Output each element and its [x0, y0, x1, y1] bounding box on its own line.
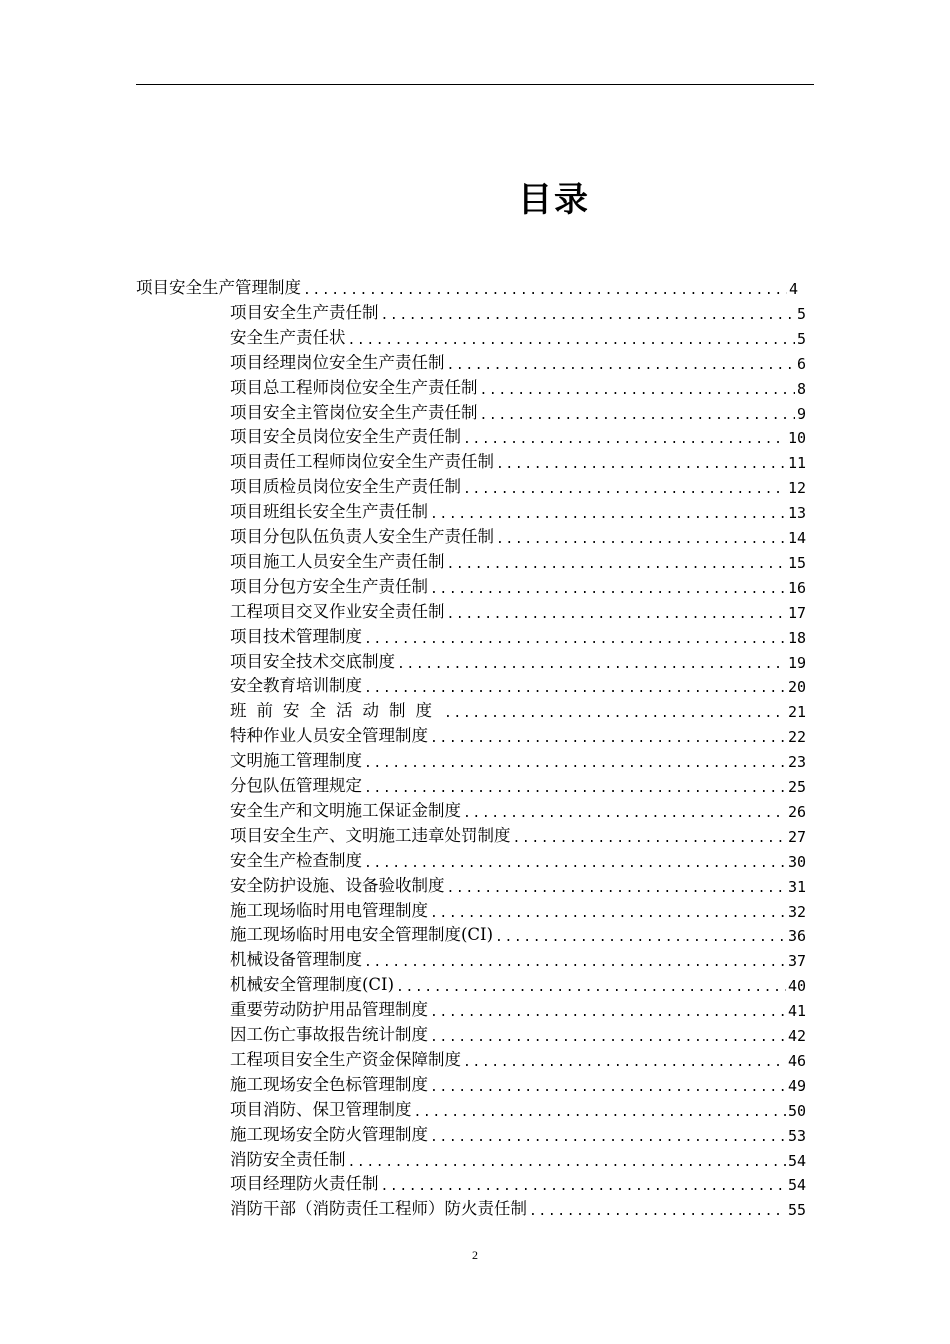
- toc-entry-page: 42: [787, 1027, 806, 1045]
- toc-entry[interactable]: [230, 1096, 806, 1120]
- toc-entry[interactable]: [230, 374, 806, 398]
- toc-entry[interactable]: [230, 1046, 806, 1070]
- toc-entry-page: 41: [787, 1002, 806, 1021]
- toc-dot-leader: [428, 1130, 786, 1145]
- toc-entry-title: 项目消防、保卫管理制度: [230, 1099, 412, 1119]
- toc-dot-leader: [527, 1204, 786, 1219]
- toc-entry[interactable]: [230, 921, 806, 945]
- toc-dot-leader: [412, 1105, 786, 1120]
- toc-dot-leader: [428, 1005, 786, 1020]
- toc-entry-page: 53: [787, 1126, 806, 1145]
- toc-dot-leader: [362, 756, 786, 771]
- toc-entry[interactable]: [230, 797, 806, 821]
- toc-entry-page: 8: [796, 379, 806, 398]
- toc-entry-title: 项目总工程师岗位安全生产责任制: [230, 377, 478, 397]
- toc-entry-page: 15: [787, 553, 806, 572]
- toc-entry[interactable]: [230, 598, 806, 622]
- toc-entry-title: 安全生产检查制度: [230, 850, 362, 870]
- toc-entry[interactable]: [230, 1121, 806, 1145]
- toc-entry[interactable]: [230, 946, 806, 970]
- toc-entry-title: 项目技术管理制度: [230, 626, 362, 646]
- toc-entry[interactable]: [230, 1146, 806, 1170]
- toc-dot-leader: [461, 806, 786, 821]
- toc-entry-page: 54: [787, 1151, 806, 1170]
- toc-entry-title: 工程项目交叉作业安全责任制: [230, 601, 445, 621]
- toc-dot-leader: [478, 408, 795, 423]
- toc-entry[interactable]: [230, 623, 806, 647]
- toc-entry-title: 消防干部（消防责任工程师）防火责任制: [230, 1199, 527, 1219]
- toc-entry-title: 项目安全主管岗位安全生产责任制: [230, 402, 478, 422]
- toc-entry-page: 49: [787, 1076, 806, 1095]
- toc-entry-title: 项目安全生产、文明施工违章处罚制度: [230, 825, 511, 845]
- toc-entry-title: 安全生产和文明施工保证金制度: [230, 800, 461, 820]
- toc-entry-page: 4: [788, 280, 798, 298]
- toc-entry-page: 17: [787, 603, 806, 622]
- toc-entry-title: 项目经理岗位安全生产责任制: [230, 352, 445, 372]
- toc-entry[interactable]: [230, 971, 806, 995]
- toc-entry-title: 项目质检员岗位安全生产责任制: [230, 477, 461, 497]
- toc-entry-page: 5: [796, 329, 806, 348]
- toc-entry-page: 20: [787, 678, 806, 697]
- toc-entry-page: 26: [787, 802, 806, 821]
- toc-entry-title: 施工现场安全色标管理制度: [230, 1074, 428, 1094]
- toc-entry-title: 机械安全管理制度(CI): [230, 975, 395, 995]
- toc-entry-page: 5: [796, 304, 806, 323]
- toc-entry-title: 安全防护设施、设备验收制度: [230, 875, 445, 895]
- toc-entry[interactable]: [230, 772, 806, 796]
- toc-entry-title: 项目安全生产管理制度: [136, 278, 301, 297]
- toc-entry[interactable]: [230, 349, 806, 373]
- toc-entry-page: 27: [787, 827, 806, 846]
- toc-entry-page: 55: [787, 1201, 806, 1220]
- toc-entry[interactable]: [230, 523, 806, 547]
- toc-dot-leader: [301, 283, 787, 298]
- toc-entry-page: 22: [787, 728, 806, 747]
- toc-dot-leader: [445, 881, 786, 896]
- toc-entry-title: 机械设备管理制度: [230, 950, 362, 970]
- toc-dot-leader: [428, 906, 786, 921]
- toc-dot-leader: [493, 930, 786, 945]
- toc-entry-page: 32: [787, 902, 806, 921]
- toc-dot-leader: [346, 333, 795, 348]
- toc-entry[interactable]: [230, 423, 806, 447]
- toc-entry-title: 施工现场临时用电管理制度: [230, 900, 428, 920]
- toc-dot-leader: [362, 681, 786, 696]
- toc-entry-title: 项目分包队伍负责人安全生产责任制: [230, 527, 494, 546]
- toc-entry[interactable]: [230, 996, 806, 1020]
- toc-dot-leader: [379, 308, 795, 323]
- toc-dot-leader: [442, 706, 786, 721]
- toc-entry-page: 54: [787, 1176, 806, 1195]
- toc-entry-title: 施工现场临时用电安全管理制度(CI): [230, 925, 494, 945]
- toc-dot-leader: [362, 781, 786, 796]
- toc-entry-page: 9: [796, 404, 806, 423]
- toc-entry-page: 19: [787, 653, 806, 672]
- toc-entry[interactable]: [230, 722, 806, 746]
- toc-dot-leader: [445, 557, 786, 572]
- toc-entry[interactable]: [230, 299, 806, 323]
- toc-entry[interactable]: [230, 1195, 806, 1219]
- toc-dot-leader: [461, 1055, 786, 1070]
- toc-entry-page: 11: [787, 454, 806, 473]
- toc-entry-page: 23: [787, 753, 806, 772]
- toc-entry-page: 37: [787, 952, 806, 971]
- toc-dot-leader: [379, 1179, 786, 1194]
- toc-entry[interactable]: [230, 448, 806, 472]
- toc-entry[interactable]: [230, 548, 806, 572]
- toc-dot-leader: [428, 582, 786, 597]
- toc-entry-page: 10: [787, 429, 806, 448]
- toc-entry[interactable]: [230, 822, 806, 846]
- page-number: 2: [472, 1248, 478, 1262]
- toc-entry-page: 46: [787, 1051, 806, 1070]
- toc-dot-leader: [394, 980, 786, 995]
- toc-entry-page: 6: [796, 354, 806, 373]
- toc-entry[interactable]: [230, 324, 806, 348]
- toc-dot-leader: [494, 532, 786, 547]
- toc-entry-title: 文明施工管理制度: [230, 751, 362, 771]
- toc-dot-leader: [362, 955, 786, 970]
- toc-entry[interactable]: [230, 648, 806, 672]
- toc-entry[interactable]: [230, 399, 806, 423]
- toc-entry-page: 50: [787, 1101, 806, 1120]
- toc-entry-page: 14: [787, 529, 806, 547]
- toc-dot-leader: [445, 358, 795, 373]
- toc-entry-page: 30: [787, 852, 806, 871]
- toc-entry-page: 13: [787, 504, 806, 523]
- toc-dot-leader: [461, 482, 786, 497]
- toc-entry[interactable]: [230, 1170, 806, 1194]
- toc-entry[interactable]: [230, 897, 806, 921]
- header-rule: [136, 84, 814, 85]
- toc-entry-title: 项目安全员岗位安全生产责任制: [230, 427, 461, 447]
- toc-entry-title: 项目分包方安全生产责任制: [230, 576, 428, 596]
- toc-entry-page: 16: [787, 578, 806, 597]
- toc-entry[interactable]: [230, 872, 806, 896]
- toc-dot-leader: [428, 1030, 786, 1045]
- toc-entry[interactable]: [230, 473, 806, 497]
- toc-entry-title: 特种作业人员安全管理制度: [230, 726, 428, 746]
- toc-dot-leader: [362, 632, 786, 647]
- toc-entry-title: 因工伤亡事故报告统计制度: [230, 1025, 428, 1044]
- toc-entry-title: 项目安全技术交底制度: [230, 651, 395, 671]
- toc-dot-leader: [461, 432, 786, 447]
- toc-entry-page: 12: [787, 479, 806, 498]
- toc-dot-leader: [478, 383, 795, 398]
- toc-dot-leader: [362, 856, 786, 871]
- toc-entry[interactable]: [230, 1071, 806, 1095]
- toc-entry[interactable]: [230, 747, 806, 771]
- toc-entry[interactable]: [230, 1021, 806, 1045]
- toc-entry[interactable]: [230, 697, 806, 721]
- toc-entry-title: 项目班组长安全生产责任制: [230, 502, 428, 522]
- toc-entry-title: 分包队伍管理规定: [230, 776, 362, 795]
- toc-entry-title: 消防安全责任制: [230, 1149, 346, 1169]
- toc-entry-title: 工程项目安全生产资金保障制度: [230, 1049, 461, 1069]
- toc-dot-leader: [395, 657, 786, 672]
- toc-entry-page: 36: [787, 927, 806, 946]
- toc-entry-page: 18: [787, 628, 806, 647]
- toc-dot-leader: [428, 731, 786, 746]
- toc-entry-title: 项目施工人员安全生产责任制: [230, 551, 445, 571]
- toc-entry[interactable]: [136, 274, 798, 298]
- toc-entry[interactable]: [230, 498, 806, 522]
- toc-entry-page: 31: [787, 877, 806, 896]
- toc-dot-leader: [494, 457, 786, 472]
- toc-entry[interactable]: [230, 672, 806, 696]
- toc-entry-page: 25: [787, 778, 806, 796]
- toc-dot-leader: [445, 607, 786, 622]
- toc-entry[interactable]: [230, 847, 806, 871]
- page-title: 目录: [518, 180, 590, 220]
- toc-entry-page: 40: [787, 977, 806, 996]
- toc-entry-title: 安全教育培训制度: [230, 676, 362, 696]
- toc-entry-title: 施工现场安全防火管理制度: [230, 1124, 428, 1144]
- toc-entry[interactable]: [230, 573, 806, 597]
- toc-entry-title: 项目经理防火责任制: [230, 1174, 379, 1194]
- toc-entry-page: 21: [787, 703, 806, 722]
- toc-dot-leader: [428, 507, 786, 522]
- toc-entry-title: 班前安全活动制度: [230, 701, 442, 721]
- toc-dot-leader: [346, 1155, 786, 1170]
- toc-entry-title: 项目责任工程师岗位安全生产责任制: [230, 452, 494, 472]
- toc-entry-title: 安全生产责任状: [230, 327, 346, 347]
- toc-entry-title: 项目安全生产责任制: [230, 302, 379, 322]
- toc-entry-title: 重要劳动防护用品管理制度: [230, 1000, 428, 1020]
- toc-dot-leader: [511, 831, 786, 846]
- toc-dot-leader: [428, 1080, 786, 1095]
